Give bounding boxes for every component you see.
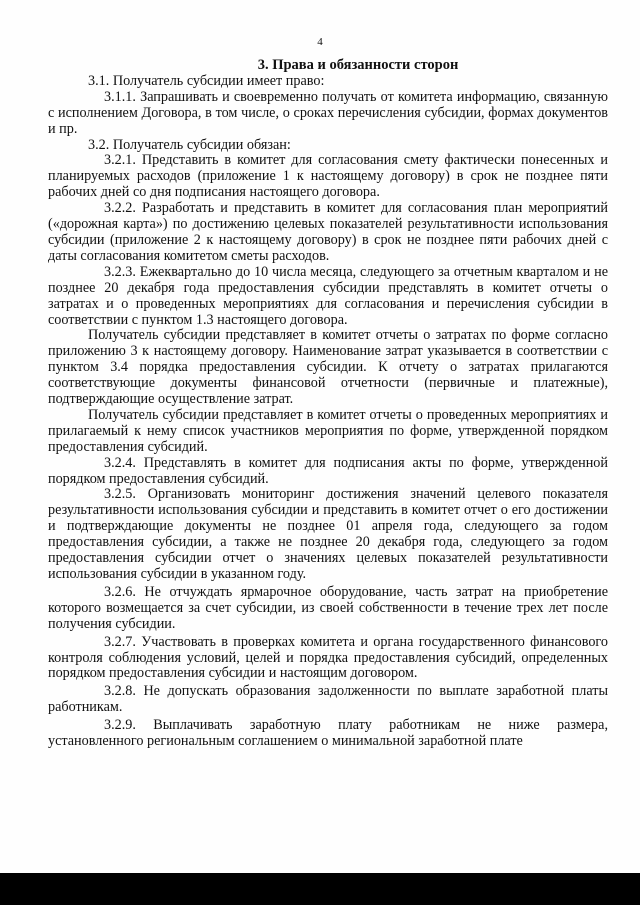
paragraph-3-2-3-costs: Получатель субсидии представляет в комитет отчеты о затратах по форме согласно приложению 3 к настоящему договору. Наименование затрат указывается в соответствии с пунктом 3.4 порядка предоставления субсидии. К отчету о затратах прилагаются соответствующие документы финансовой отчетности (первичные и платежные), подтверждающие осуществление затрат. [48, 327, 608, 408]
paragraph-3-2-5: 3.2.5. Организовать мониторинг достижения значений целевого показателя результативности использования субсидии и представить в комитет отчет о его достижении и подтверждающие документы не позднее 01 апреля года, следующего за годом предоставления субсидии, а также не позднее 20 декабря года, следующего за годом предоставления субсидии отчет о значениях целевых показателей результативности использования субсидии в указанном году. [48, 486, 608, 582]
paragraph-3-2-1: 3.2.1. Представить в комитет для согласования смету фактически понесенных и планируемых расходов (приложение 1 к настоящему договору) в срок не позднее пяти рабочих дней со дня подписания настоящего договора. [48, 152, 608, 201]
paragraph-3-2-6: 3.2.6. Не отчуждать ярмарочное оборудование, часть затрат на приобретение которого возмещается за счет субсидии, из своей собственности в течение трех лет после получения субсидии. [48, 583, 608, 632]
paragraph-3-2-9: 3.2.9. Выплачивать заработную плату работникам не ниже размера, установленного региональным соглашением о минимальной заработной плате [48, 717, 608, 750]
paragraph-3-1: 3.1. Получатель субсидии имеет право: [88, 72, 325, 89]
paragraph-3-2-7: 3.2.7. Участвовать в проверках комитета и органа государственного финансового контроля соблюдения условий, целей и порядка предоставления субсидий, определенных порядком предоставления субсидии и настоящим договором. [48, 633, 608, 682]
paragraph-3-2-8: 3.2.8. Не допускать образования задолженности по выплате заработной платы работникам. [48, 683, 608, 716]
paragraph-3-2-3: 3.2.3. Ежеквартально до 10 числа месяца, следующего за отчетным кварталом и не позднее 20 декабря года предоставления субсидии представлять в комитет отчеты о затратах и о проведенных мероприятиях для согласования и перечисления субсидии в соответствии с пунктом 1.3 настоящего договора. [48, 263, 608, 328]
paragraph-3-1-1: 3.1.1. Запрашивать и своевременно получать от комитета информацию, связанную с исполнением Договора, в том числе, о сроках перечисления субсидии, формах документов и пр. [48, 88, 608, 137]
paragraph-3-2-2: 3.2.2. Разработать и представить в комитет для согласования план мероприятий («дорожная карта») по достижению целевых показателей результативности использования субсидии (приложение 2 к настоящему договору) в срок не позднее пяти рабочих дней с даты согласования комитетом сметы расходов. [48, 200, 608, 264]
paragraph-3-2: 3.2. Получатель субсидии обязан: [88, 136, 291, 153]
scan-bottom-border [0, 873, 640, 905]
paragraph-3-2-3-events: Получатель субсидии представляет в комитет отчеты о проведенных мероприятиях и прилагаемый к нему список участников мероприятия по форме, утвержденной порядком предоставления субсидий. [48, 406, 608, 455]
section-heading: 3. Права и обязанности сторон [257, 57, 459, 73]
page-number: 4 [317, 36, 323, 48]
paragraph-3-2-4: 3.2.4. Представлять в комитет для подписания акты по форме, утвержденной порядком предоставления субсидий. [48, 454, 608, 487]
document-body [48, 58, 608, 750]
